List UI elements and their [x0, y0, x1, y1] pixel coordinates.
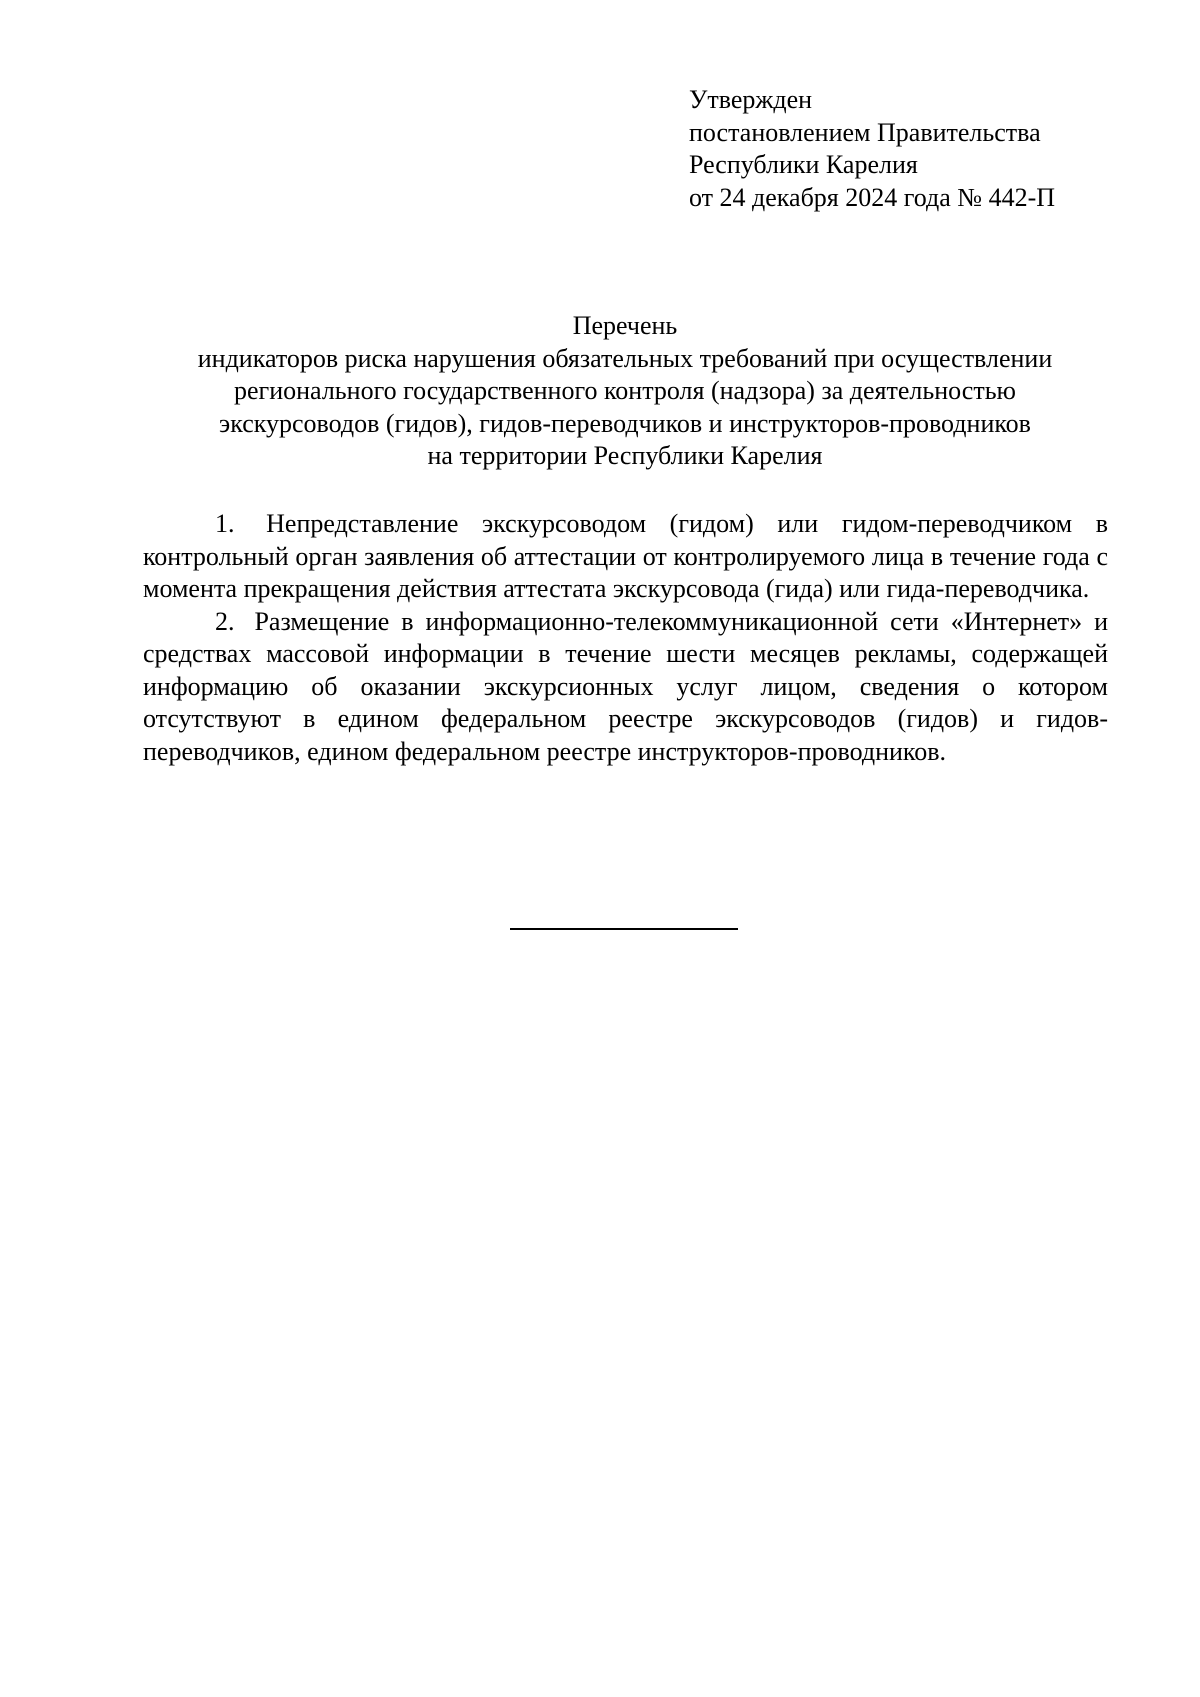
title-line-4: на территории Республики Карелия — [427, 441, 823, 470]
item-text: Непредставление экскурсоводом (гидом) или гидом-переводчиком в контрольный орган заявления об аттестации от контролируемого лица в течение года с момента прекращения действия аттестата экскурсовода (гида) или гида-переводчика. — [143, 509, 1109, 603]
item-number: 1. — [215, 509, 235, 538]
list-item — [143, 606, 1108, 769]
item-text: Размещение в информационно-телекоммуникационной сети «Интернет» и средствах массовой информации в течение шести месяцев рекламы, содержащей информацию об оказании экскурсионных услуг лицом, сведения о котором отсутствуют в едином федеральном реестре экскурсоводов (гидов) и гидов-переводчиков, едином федеральном реестре инструкторов-проводников. — [143, 606, 1109, 766]
title-line-3: экскурсоводов (гидов), гидов-переводчиков и инструкторов-проводников — [219, 408, 1031, 438]
title-line-2: регионального государственного контроля (надзора) за деятельностью — [234, 376, 1016, 405]
approval-stamp — [689, 84, 1055, 214]
closing-divider — [510, 928, 738, 930]
approval-line-4: от 24 декабря 2024 года № 442-П — [689, 182, 1056, 212]
list-item — [143, 508, 1108, 606]
approval-line-1: Утвержден — [689, 85, 813, 114]
item-number: 2. — [215, 606, 235, 636]
title-line-1: индикаторов риска нарушения обязательных требований при осуществлении — [197, 343, 1053, 373]
document-body — [143, 508, 1108, 768]
title-heading: Перечень — [572, 311, 678, 340]
document-title — [140, 310, 1110, 473]
approval-line-2: постановлением Правительства — [689, 117, 1041, 147]
approval-line-3: Республики Карелия — [689, 150, 918, 179]
